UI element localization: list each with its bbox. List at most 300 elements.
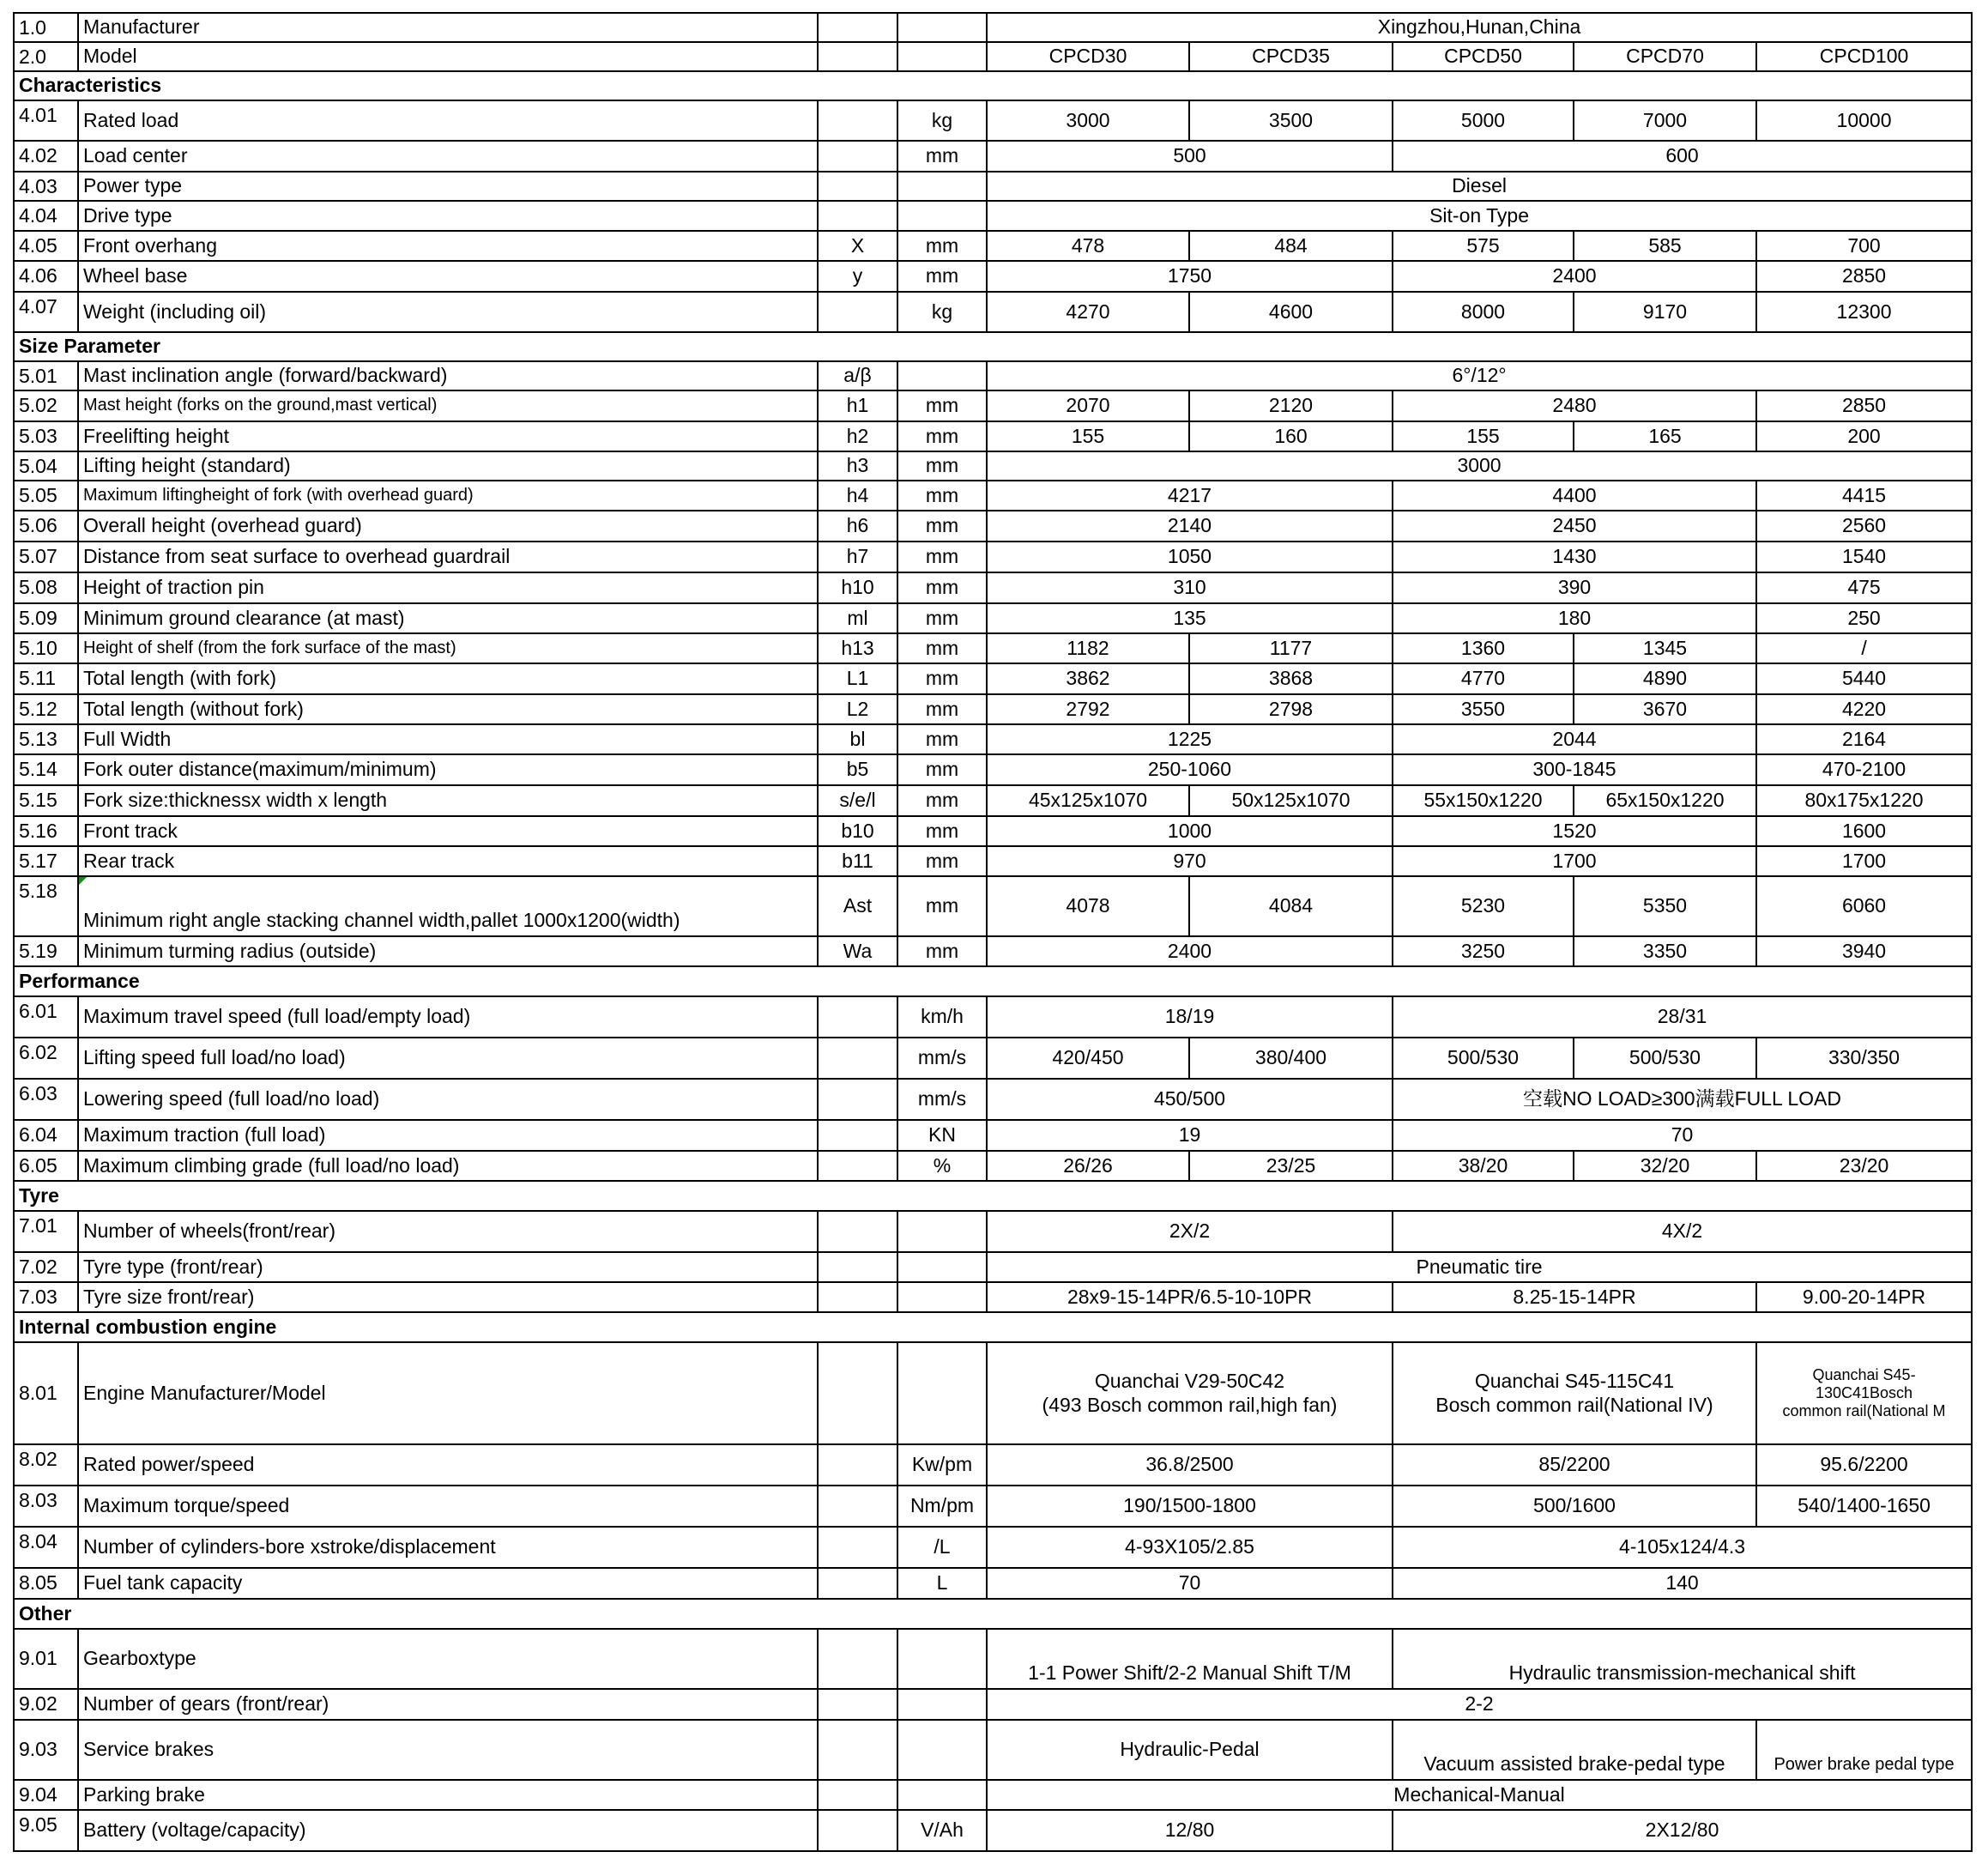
parameter-label [78,42,818,71]
model-value-cell: 2792 [987,694,1189,724]
parameter-label-text: Total length (with fork) [83,667,276,690]
parameter-label [78,1079,818,1120]
model-value-cell: 95.6/2200 [1756,1444,1972,1486]
section-title: Size Parameter [14,332,1972,361]
model-value-cell: 2140 [987,511,1393,542]
item-number: 7.02 [14,1252,78,1282]
parameter-symbol: bl [818,724,897,754]
parameter-symbol [818,42,897,71]
parameter-label [78,421,818,451]
model-value-cell: 55x150x1220 [1393,785,1574,816]
model-value-cell: 28x9-15-14PR/6.5-10-10PR [987,1282,1393,1312]
item-number: 5.08 [14,572,78,603]
parameter-label-text: Manufacturer [83,15,200,39]
parameter-unit: mm [897,936,987,966]
parameter-symbol [818,1810,897,1851]
section-title: Other [14,1599,1972,1629]
parameter-label-text: Rated load [83,108,179,131]
spec-row [14,261,1972,292]
parameter-unit [897,1689,987,1720]
item-number: 1.0 [14,13,78,42]
model-value-cell: 2480 [1393,390,1756,421]
parameter-symbol: h2 [818,421,897,451]
model-value-cell: 45x125x1070 [987,785,1189,816]
model-value-cell: 80x175x1220 [1756,785,1972,816]
model-value-cell: 3000 [987,451,1972,481]
parameter-symbol: ml [818,603,897,633]
parameter-label [78,1120,818,1151]
model-value-cell: 空载NO LOAD≥300满载FULL LOAD [1393,1079,1972,1120]
parameter-symbol: h6 [818,511,897,542]
spec-row [14,1038,1972,1079]
spec-row [14,936,1972,966]
model-value-cell: 3862 [987,663,1189,694]
spec-row [14,231,1972,261]
model-value-cell: 2X/2 [987,1211,1393,1252]
model-value-cell: 2044 [1393,724,1756,754]
parameter-label [78,511,818,542]
parameter-label-text: Lowering speed (full load/no load) [83,1087,380,1110]
model-value-cell: 1600 [1756,816,1972,846]
model-value-cell: 70 [1393,1120,1972,1151]
parameter-label [78,754,818,785]
model-value-cell: Diesel [987,172,1972,201]
model-value-cell: 155 [1393,421,1574,451]
model-value-cell: 70 [987,1568,1393,1599]
parameter-unit [897,1780,987,1810]
model-value-cell: 4220 [1756,694,1972,724]
model-value-cell: 19 [987,1120,1393,1151]
item-number: 5.03 [14,421,78,451]
model-value-cell: 1345 [1574,633,1756,663]
model-value-cell: Pneumatic tire [987,1252,1972,1282]
model-value-cell: 4600 [1189,292,1393,332]
model-value-cell: 1050 [987,542,1393,572]
model-value-cell: 2400 [1393,261,1756,292]
model-value-cell: 36.8/2500 [987,1444,1393,1486]
model-value-cell: 250 [1756,603,1972,633]
parameter-label [78,1568,818,1599]
item-number: 4.05 [14,231,78,261]
item-number: 7.03 [14,1282,78,1312]
item-number: 4.07 [14,292,78,332]
model-value-cell: 1177 [1189,633,1393,663]
item-number: 5.07 [14,542,78,572]
parameter-unit [897,172,987,201]
parameter-label [78,1151,818,1181]
item-number: 9.01 [14,1629,78,1689]
model-value-cell: 300-1845 [1393,754,1756,785]
model-value-cell: 38/20 [1393,1151,1574,1181]
item-number: 8.03 [14,1486,78,1527]
spec-row [14,421,1972,451]
parameter-label [78,100,818,141]
parameter-unit: /L [897,1527,987,1568]
model-value-cell: CPCD50 [1393,42,1574,71]
parameter-symbol [818,1444,897,1486]
parameter-label-text: Rated power/speed [83,1453,255,1476]
model-value-cell: 500 [987,141,1393,172]
spec-row [14,292,1972,332]
model-value-cell: 2798 [1189,694,1393,724]
model-value-cell: Xingzhou,Hunan,China [987,13,1972,42]
parameter-label [78,876,818,936]
parameter-symbol: L2 [818,694,897,724]
spec-row [14,1120,1972,1151]
model-value-cell: 2850 [1756,390,1972,421]
model-value-cell: 135 [987,603,1393,633]
item-number: 2.0 [14,42,78,71]
model-value-cell: 2450 [1393,511,1756,542]
model-value-cell: 500/1600 [1393,1486,1756,1527]
item-number: 9.03 [14,1720,78,1780]
model-value-cell: 970 [987,846,1393,876]
parameter-label [78,846,818,876]
parameter-symbol: h4 [818,481,897,511]
model-value-cell: 32/20 [1574,1151,1756,1181]
model-value-cell: Vacuum assisted brake-pedal type [1393,1720,1756,1780]
model-value-cell: 4400 [1393,481,1756,511]
item-number: 5.04 [14,451,78,481]
model-value-cell: 1540 [1756,542,1972,572]
parameter-symbol: h13 [818,633,897,663]
item-number: 8.04 [14,1527,78,1568]
model-value-cell: 8000 [1393,292,1574,332]
parameter-label [78,481,818,511]
model-value-cell: 3250 [1393,936,1574,966]
model-value-cell: Power brake pedal type [1756,1720,1972,1780]
spec-row [14,603,1972,633]
parameter-label [78,1211,818,1252]
item-number: 5.18 [14,876,78,936]
parameter-label [78,816,818,846]
parameter-label [78,361,818,390]
parameter-label-text: Minimum turming radius (outside) [83,939,377,962]
spec-row [14,1486,1972,1527]
parameter-label-text: Number of cylinders-bore xstroke/displacement [83,1535,496,1558]
spec-row [14,1211,1972,1252]
model-value-cell: 6060 [1756,876,1972,936]
spec-row [14,694,1972,724]
parameter-label-text: Lifting speed full load/no load) [83,1046,346,1069]
parameter-unit [897,1629,987,1689]
model-value-cell: 310 [987,572,1393,603]
parameter-unit [897,1211,987,1252]
section-title: Internal combustion engine [14,1312,1972,1342]
item-number: 5.16 [14,816,78,846]
model-value-cell: 4-105x124/4.3 [1393,1527,1972,1568]
model-value-cell: 475 [1756,572,1972,603]
parameter-label-text: Full Width [83,727,172,750]
model-value-cell: 3940 [1756,936,1972,966]
model-value-cell: 8.25-15-14PR [1393,1282,1756,1312]
model-value-cell: 1430 [1393,542,1756,572]
spec-row [14,1342,1972,1444]
parameter-label-text: Maximum climbing grade (full load/no load) [83,1153,460,1177]
spec-row [14,451,1972,481]
item-number: 6.02 [14,1038,78,1079]
section-title: Tyre [14,1181,1972,1211]
parameter-label-text: Maximum torque/speed [83,1494,290,1517]
parameter-unit: mm [897,724,987,754]
parameter-unit [897,201,987,231]
parameter-unit: mm [897,390,987,421]
parameter-label-text: Number of gears (front/rear) [83,1692,329,1716]
parameter-symbol [818,1252,897,1282]
item-number: 5.01 [14,361,78,390]
parameter-label [78,1810,818,1851]
item-number: 4.04 [14,201,78,231]
parameter-unit: mm [897,261,987,292]
parameter-symbol: y [818,261,897,292]
parameter-label [78,172,818,201]
model-value-cell: Sit-on Type [987,201,1972,231]
parameter-label-text: Mast inclination angle (forward/backward) [83,364,448,387]
parameter-unit: mm [897,785,987,816]
spec-row [14,1568,1972,1599]
model-value-cell: 10000 [1756,100,1972,141]
model-value-cell: 4217 [987,481,1393,511]
model-value-cell: 420/450 [987,1038,1189,1079]
model-value-cell: 4X/2 [1393,1211,1972,1252]
spec-row [14,1282,1972,1312]
parameter-symbol [818,1629,897,1689]
parameter-unit [897,1342,987,1444]
model-value-cell: 2070 [987,390,1189,421]
parameter-label [78,1780,818,1810]
parameter-unit [897,1252,987,1282]
model-value-cell: 390 [1393,572,1756,603]
section-header-row [14,71,1972,100]
parameter-unit: mm/s [897,1038,987,1079]
model-value-cell: 2400 [987,936,1393,966]
spec-row [14,141,1972,172]
item-number: 6.05 [14,1151,78,1181]
parameter-label-text: Maximum traction (full load) [83,1123,326,1147]
parameter-unit [897,42,987,71]
spec-row [14,1252,1972,1282]
section-title: Performance [14,966,1972,996]
parameter-label-text: Service brakes [83,1738,215,1761]
model-value-cell: Hydraulic-Pedal [987,1720,1393,1780]
model-value-cell: 700 [1756,231,1972,261]
parameter-label-text: Distance from seat surface to overhead guardrail [83,545,511,568]
parameter-label-text: Fork size:thicknessx width x length [83,789,388,812]
parameter-label-text: Overall height (overhead guard) [83,514,362,537]
item-number: 4.01 [14,100,78,141]
parameter-unit: km/h [897,996,987,1038]
parameter-symbol: b5 [818,754,897,785]
model-value-cell: 484 [1189,231,1393,261]
parameter-unit: KN [897,1120,987,1151]
parameter-label-text: Wheel base [83,264,188,287]
spec-row [14,724,1972,754]
model-value-cell: 160 [1189,421,1393,451]
spec-row [14,1629,1972,1689]
parameter-symbol: L1 [818,663,897,694]
parameter-symbol [818,996,897,1038]
model-value-cell: 380/400 [1189,1038,1393,1079]
model-value-cell: CPCD70 [1574,42,1756,71]
parameter-label-text: Freelifting height [83,424,230,447]
parameter-symbol [818,1038,897,1079]
spec-row [14,511,1972,542]
model-value-cell: 1225 [987,724,1393,754]
section-header-row [14,966,1972,996]
model-value-cell: 9170 [1574,292,1756,332]
section-header-row [14,332,1972,361]
model-value-cell: 65x150x1220 [1574,785,1756,816]
parameter-unit: kg [897,292,987,332]
item-number: 5.13 [14,724,78,754]
model-value-cell: 4770 [1393,663,1574,694]
parameter-unit [897,361,987,390]
parameter-symbol [818,172,897,201]
spec-row [14,996,1972,1038]
parameter-label-text: Minimum ground clearance (at mast) [83,606,405,629]
parameter-label-text: Minimum right angle stacking channel width,pallet 1000x1200(width) [83,908,680,931]
parameter-symbol [818,1780,897,1810]
parameter-unit: mm [897,421,987,451]
spec-row [14,201,1972,231]
parameter-label [78,1527,818,1568]
item-number: 5.06 [14,511,78,542]
parameter-label-text: Rear track [83,849,175,872]
parameter-label-text: Battery (voltage/capacity) [83,1819,306,1842]
item-number: 5.12 [14,694,78,724]
model-value-cell: 1520 [1393,816,1756,846]
model-value-cell: 12300 [1756,292,1972,332]
item-number: 7.01 [14,1211,78,1252]
parameter-symbol: X [818,231,897,261]
item-number: 4.02 [14,141,78,172]
parameter-label [78,572,818,603]
parameter-label [78,1486,818,1527]
parameter-label-text: Maximum liftingheight of fork (with overhead guard) [83,485,474,505]
parameter-unit: mm [897,141,987,172]
item-number: 6.03 [14,1079,78,1120]
parameter-unit: mm [897,511,987,542]
model-value-cell: 1700 [1756,846,1972,876]
spec-row [14,42,1972,71]
model-value-cell: 3350 [1574,936,1756,966]
model-value-cell: 3500 [1189,100,1393,141]
parameter-label [78,936,818,966]
parameter-label-text: Weight (including oil) [83,300,267,323]
item-number: 5.17 [14,846,78,876]
parameter-label [78,141,818,172]
specification-table [13,12,1973,1852]
model-value-cell: 6°/12° [987,361,1972,390]
parameter-symbol [818,1689,897,1720]
spec-row [14,100,1972,141]
parameter-label [78,1689,818,1720]
parameter-unit: Nm/pm [897,1486,987,1527]
spec-row [14,816,1972,846]
item-number: 6.04 [14,1120,78,1151]
parameter-symbol [818,1120,897,1151]
parameter-symbol [818,1079,897,1120]
parameter-symbol: Ast [818,876,897,936]
model-value-cell: Mechanical-Manual [987,1780,1972,1810]
parameter-unit: mm [897,542,987,572]
parameter-symbol [818,13,897,42]
model-value-cell: 5440 [1756,663,1972,694]
model-value-cell: Hydraulic transmission-mechanical shift [1393,1629,1972,1689]
cell-comment-marker [79,877,87,885]
parameter-unit: mm [897,231,987,261]
parameter-symbol: h7 [818,542,897,572]
parameter-label-text: Load center [83,144,188,167]
parameter-label-text: Power type [83,174,183,197]
parameter-label [78,13,818,42]
parameter-label-text: Height of traction pin [83,576,264,599]
model-value-cell: 4890 [1574,663,1756,694]
parameter-label-text: Front overhang [83,233,217,257]
parameter-unit: mm [897,633,987,663]
model-value-cell: 1000 [987,816,1393,846]
model-value-cell: 9.00-20-14PR [1756,1282,1972,1312]
model-value-cell: 5000 [1393,100,1574,141]
spec-row [14,542,1972,572]
spec-row [14,1151,1972,1181]
parameter-label-text: Drive type [83,203,172,227]
parameter-label-text: Fork outer distance(maximum/minimum) [83,758,437,781]
model-value-cell: 500/530 [1393,1038,1574,1079]
item-number: 4.03 [14,172,78,201]
parameter-label [78,390,818,421]
parameter-symbol [818,292,897,332]
parameter-symbol [818,1486,897,1527]
parameter-label [78,1252,818,1282]
model-value-cell: 28/31 [1393,996,1972,1038]
parameter-symbol [818,141,897,172]
model-value-cell: 575 [1393,231,1574,261]
parameter-unit: mm [897,876,987,936]
parameter-unit: mm [897,603,987,633]
parameter-symbol: h1 [818,390,897,421]
model-value-cell: Quanchai S45-115C41 Bosch common rail(National IV) [1393,1342,1756,1444]
model-value-cell: 1-1 Power Shift/2-2 Manual Shift T/M [987,1629,1393,1689]
parameter-unit [897,1720,987,1780]
parameter-symbol [818,1151,897,1181]
parameter-label-text: Total length (without fork) [83,697,304,720]
parameter-label-text: Gearboxtype [83,1647,196,1670]
model-value-cell: 165 [1574,421,1756,451]
parameter-label-text: Front track [83,819,178,842]
item-number: 5.09 [14,603,78,633]
model-value-cell: 190/1500-1800 [987,1486,1393,1527]
item-number: 5.15 [14,785,78,816]
item-number: 9.04 [14,1780,78,1810]
parameter-label-text: Parking brake [83,1782,205,1806]
model-value-cell: 5350 [1574,876,1756,936]
spec-row [14,846,1972,876]
parameter-label-text: Height of shelf (from the fork surface of the mast) [83,638,456,657]
model-value-cell: 585 [1574,231,1756,261]
parameter-label [78,292,818,332]
parameter-label [78,1038,818,1079]
spec-row [14,172,1972,201]
item-number: 5.02 [14,390,78,421]
parameter-symbol: b10 [818,816,897,846]
parameter-unit: mm [897,663,987,694]
parameter-label-text: Fuel tank capacity [83,1571,243,1595]
spec-row [14,572,1972,603]
parameter-label [78,996,818,1038]
model-value-cell: 180 [1393,603,1756,633]
item-number: 9.02 [14,1689,78,1720]
